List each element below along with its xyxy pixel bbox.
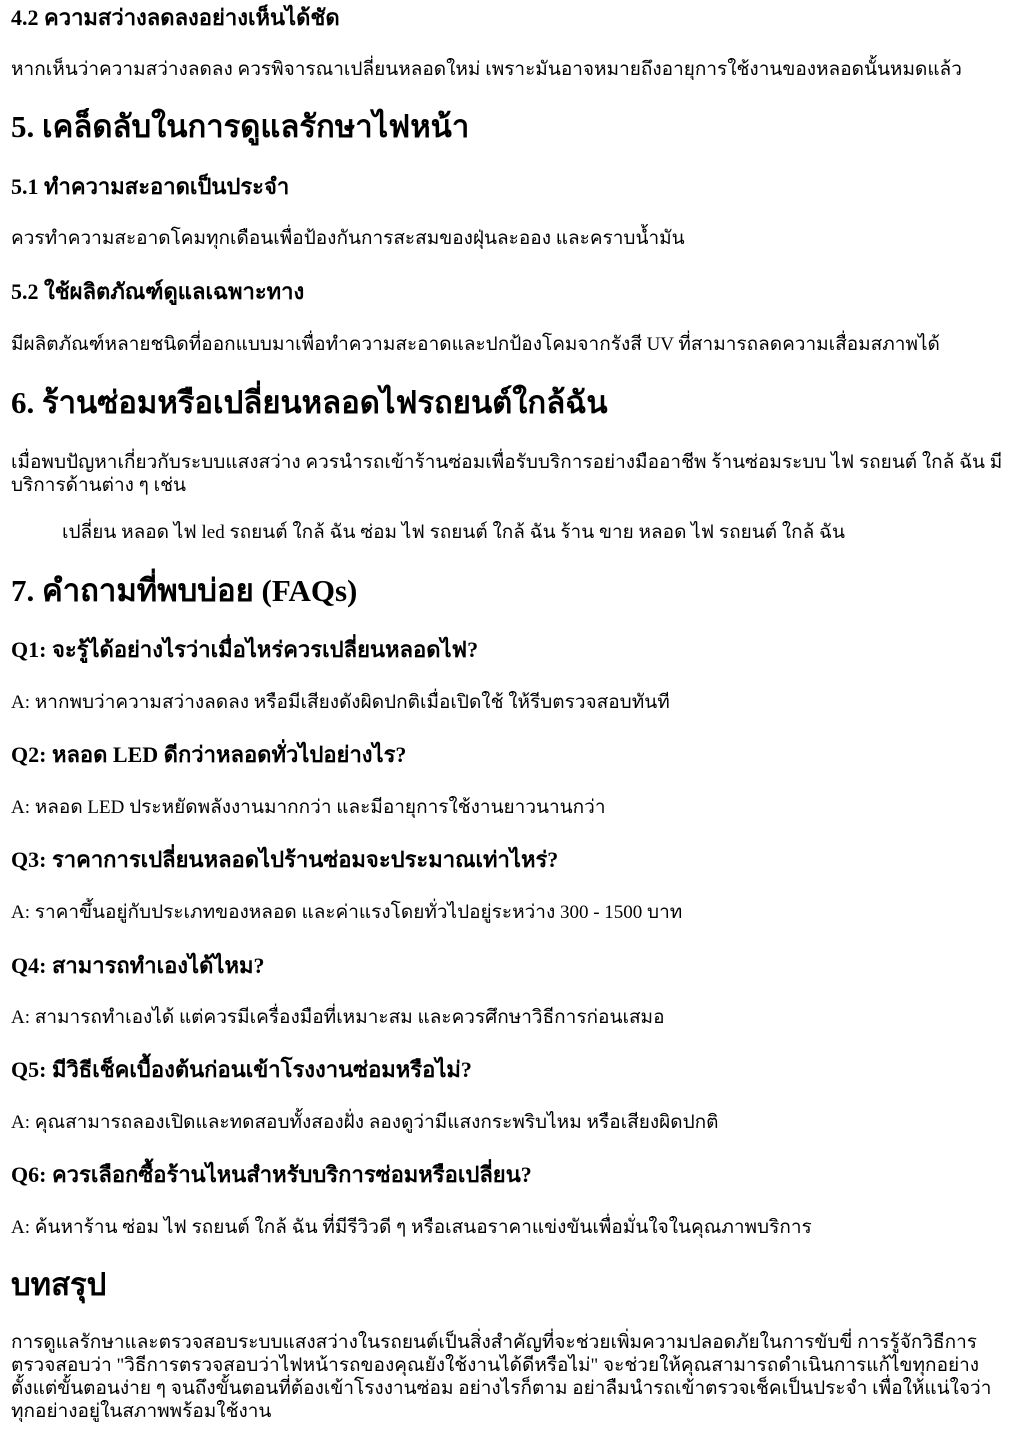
faq-answer: A: ราคาขึ้นอยู่กับประเภทของหลอด และค่าแรงโดยทั่วไปอยู่ระหว่าง 300 - 1500 บาท bbox=[11, 902, 683, 923]
faq-answer: A: สามารถทำเองได้ แต่ควรมีเครื่องมือที่เหมาะสม และควรศึกษาวิธีการก่อนเสมอ bbox=[11, 1007, 665, 1028]
faq-answer: A: หากพบว่าความสว่างลดลง หรือมีเสียงดังผิดปกติเมื่อเปิดใช้ ให้รีบตรวจสอบทันที bbox=[11, 692, 670, 713]
faq-question: Q2: หลอด LED ดีกว่าหลอดทั่วไปอย่างไร? bbox=[11, 742, 407, 767]
faq-answer: A: ค้นหาร้าน ซ่อม ไฟ รถยนต์ ใกล้ ฉัน ที่มีรีวิวดี ๆ หรือเสนอราคาแข่งขันเพื่อมั่นใจในคุณภาพบริการ bbox=[11, 1217, 812, 1238]
faq-answer: A: หลอด LED ประหยัดพลังงานมากกว่า และมีอายุการใช้งานยาวนานกว่า bbox=[11, 797, 606, 818]
section-5-1-heading: 5.1 ทำความสะอาดเป็นประจำ bbox=[11, 174, 290, 199]
faq-question: Q3: ราคาการเปลี่ยนหลอดไปร้านซ่อมจะประมาณเท่าไหร่? bbox=[11, 847, 559, 872]
faq-question: Q4: สามารถทำเองได้ไหม? bbox=[11, 953, 265, 978]
faq-answer: A: คุณสามารถลองเปิดและทดสอบทั้งสองฝั่ง ลองดูว่ามีแสงกระพริบไหม หรือเสียงผิดปกติ bbox=[11, 1112, 719, 1133]
section-4-2-heading: 4.2 ความสว่างลดลงอย่างเห็นได้ชัด bbox=[11, 5, 340, 30]
section-4-2-text: หากเห็นว่าความสว่างลดลง ควรพิจารณาเปลี่ยนหลอดใหม่ เพราะมันอาจหมายถึงอายุการใช้งานของหลอดนั้นหมดแล้ว bbox=[11, 59, 962, 80]
faq-question: Q6: ควรเลือกซื้อร้านไหนสำหรับบริการซ่อมหรือเปลี่ยน? bbox=[11, 1162, 532, 1187]
section-5-1-text: ควรทำความสะอาดโคมทุกเดือนเพื่อป้องกันการสะสมของฝุ่นละออง และคราบน้ำมัน bbox=[11, 228, 685, 249]
section-5-2-text: มีผลิตภัณฑ์หลายชนิดที่ออกแบบมาเพื่อทำความสะอาดและปกป้องโคมจากรังสี UV ที่สามารถลดความเสื่อมสภาพได้ bbox=[11, 334, 940, 355]
section-5-2-heading: 5.2 ใช้ผลิตภัณฑ์ดูแลเฉพาะทาง bbox=[11, 279, 305, 304]
faq-question: Q1: จะรู้ได้อย่างไรว่าเมื่อไหร่ควรเปลี่ยนหลอดไฟ? bbox=[11, 637, 479, 662]
section-6-text: เมื่อพบปัญหาเกี่ยวกับระบบแสงสว่าง ควรนำรถเข้าร้านซ่อมเพื่อรับบริการอย่างมืออาชีพ ร้านซ่อมระบบ ไฟ รถยนต์ ใกล้ ฉัน มีบริการด้านต่าง ๆ เช่น bbox=[11, 452, 1003, 496]
section-6-heading: 6. ร้านซ่อมหรือเปลี่ยนหลอดไฟรถยนต์ใกล้ฉัน bbox=[11, 385, 608, 420]
section-7-heading: 7. คำถามที่พบบ่อย (FAQs) bbox=[11, 573, 358, 608]
services-list: เปลี่ยน หลอด ไฟ led รถยนต์ ใกล้ ฉัน ซ่อม ไฟ รถยนต์ ใกล้ ฉัน ร้าน ขาย หลอด ไฟ รถยนต์ ใกล้ ฉัน bbox=[62, 522, 845, 543]
faq-question: Q5: มีวิธีเช็คเบื้องต้นก่อนเข้าโรงงานซ่อมหรือไม่? bbox=[11, 1057, 472, 1082]
summary-text: การดูแลรักษาและตรวจสอบระบบแสงสว่างในรถยนต์เป็นสิ่งสำคัญที่จะช่วยเพิ่มความปลอดภัยในการขับขี่ การรู้จักวิธีการตรวจสอบว่า "วิธีการตรวจสอบว่าไฟหน้ารถของคุณยังใช้งานได้ดีหรือไม่" จะช่วยให้คุณสามารถดำเนินการแก้ไขทุกอย่างตั้งแต่ขั้นตอนง่าย ๆ จนถึงขั้นตอนที่ต้องเข้าโรงงานซ่อม อย่างไรก็ตาม อย่าลืมนำรถเข้าตรวจเช็คเป็นประจำ เพื่อให้แน่ใจว่าทุกอย่างอยู่ในสภาพพร้อมใช้งาน bbox=[11, 1332, 992, 1422]
section-5-heading: 5. เคล็ดลับในการดูแลรักษาไฟหน้า bbox=[11, 109, 470, 144]
summary-heading: บทสรุป bbox=[11, 1267, 107, 1302]
